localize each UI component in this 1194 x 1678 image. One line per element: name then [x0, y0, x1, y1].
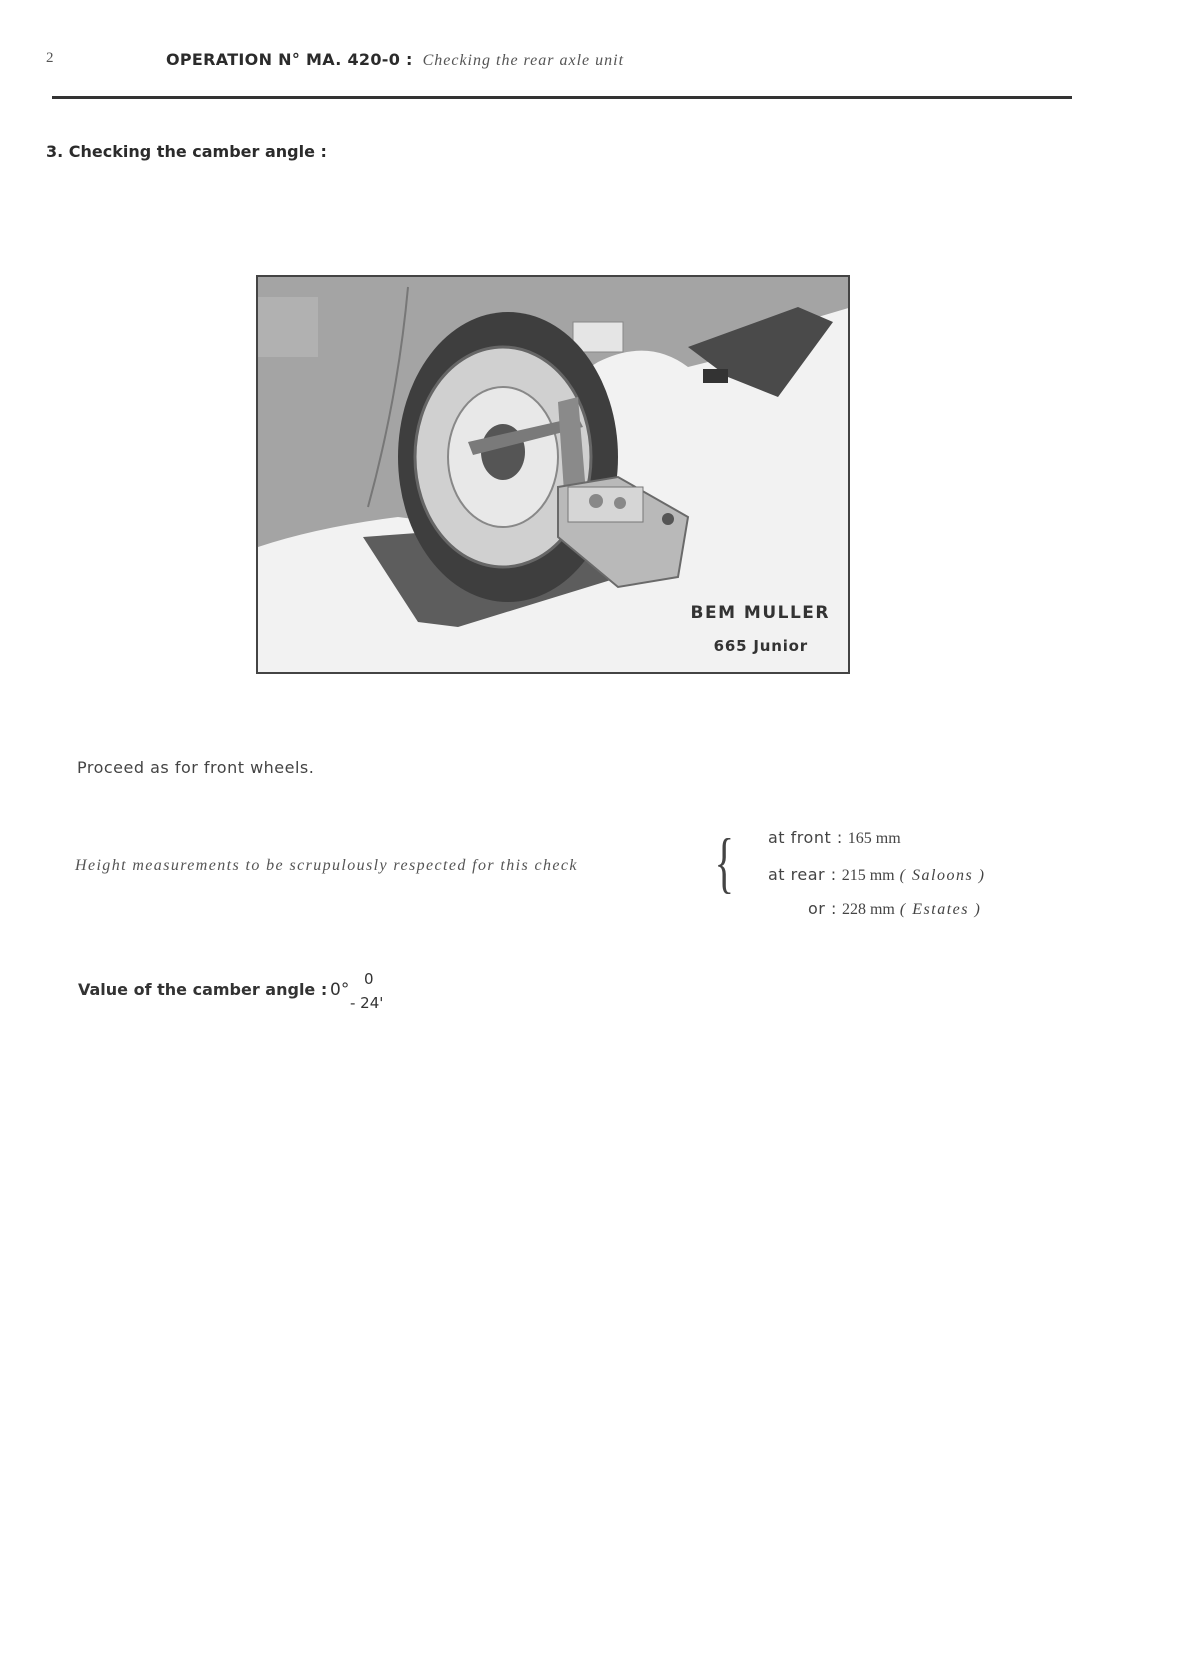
camber-tolerance-upper: 0 — [364, 970, 374, 988]
camber-label: Value of the camber angle : — [78, 980, 328, 999]
height-note: Height measurements to be scrupulously respected for this check — [75, 857, 578, 874]
measurement-rear-saloons: at rear : 215 mm ( Saloons ) — [768, 865, 986, 884]
operation-number: OPERATION N° MA. 420-0 : — [166, 50, 413, 69]
proceed-instruction: Proceed as for front wheels. — [77, 758, 315, 777]
measurement-rear-estates: or : 228 mm ( Estates ) — [808, 899, 982, 918]
page-number: 2 — [46, 50, 54, 66]
camber-angle-value: 0° — [330, 980, 350, 1000]
section-title: 3. Checking the camber angle : — [46, 142, 327, 161]
figure-photo — [256, 275, 850, 674]
operation-header — [166, 50, 624, 70]
figure-model-caption: 665 Junior — [713, 637, 808, 655]
camber-tolerance-lower: - 24' — [350, 994, 384, 1012]
operation-subtitle: Checking the rear axle unit — [422, 52, 625, 69]
measurement-brace: { — [714, 824, 735, 900]
figure-brand-caption: BEM MULLER — [690, 603, 830, 623]
header-rule — [52, 96, 1072, 99]
measurement-front: at front : 165 mm — [768, 828, 901, 847]
